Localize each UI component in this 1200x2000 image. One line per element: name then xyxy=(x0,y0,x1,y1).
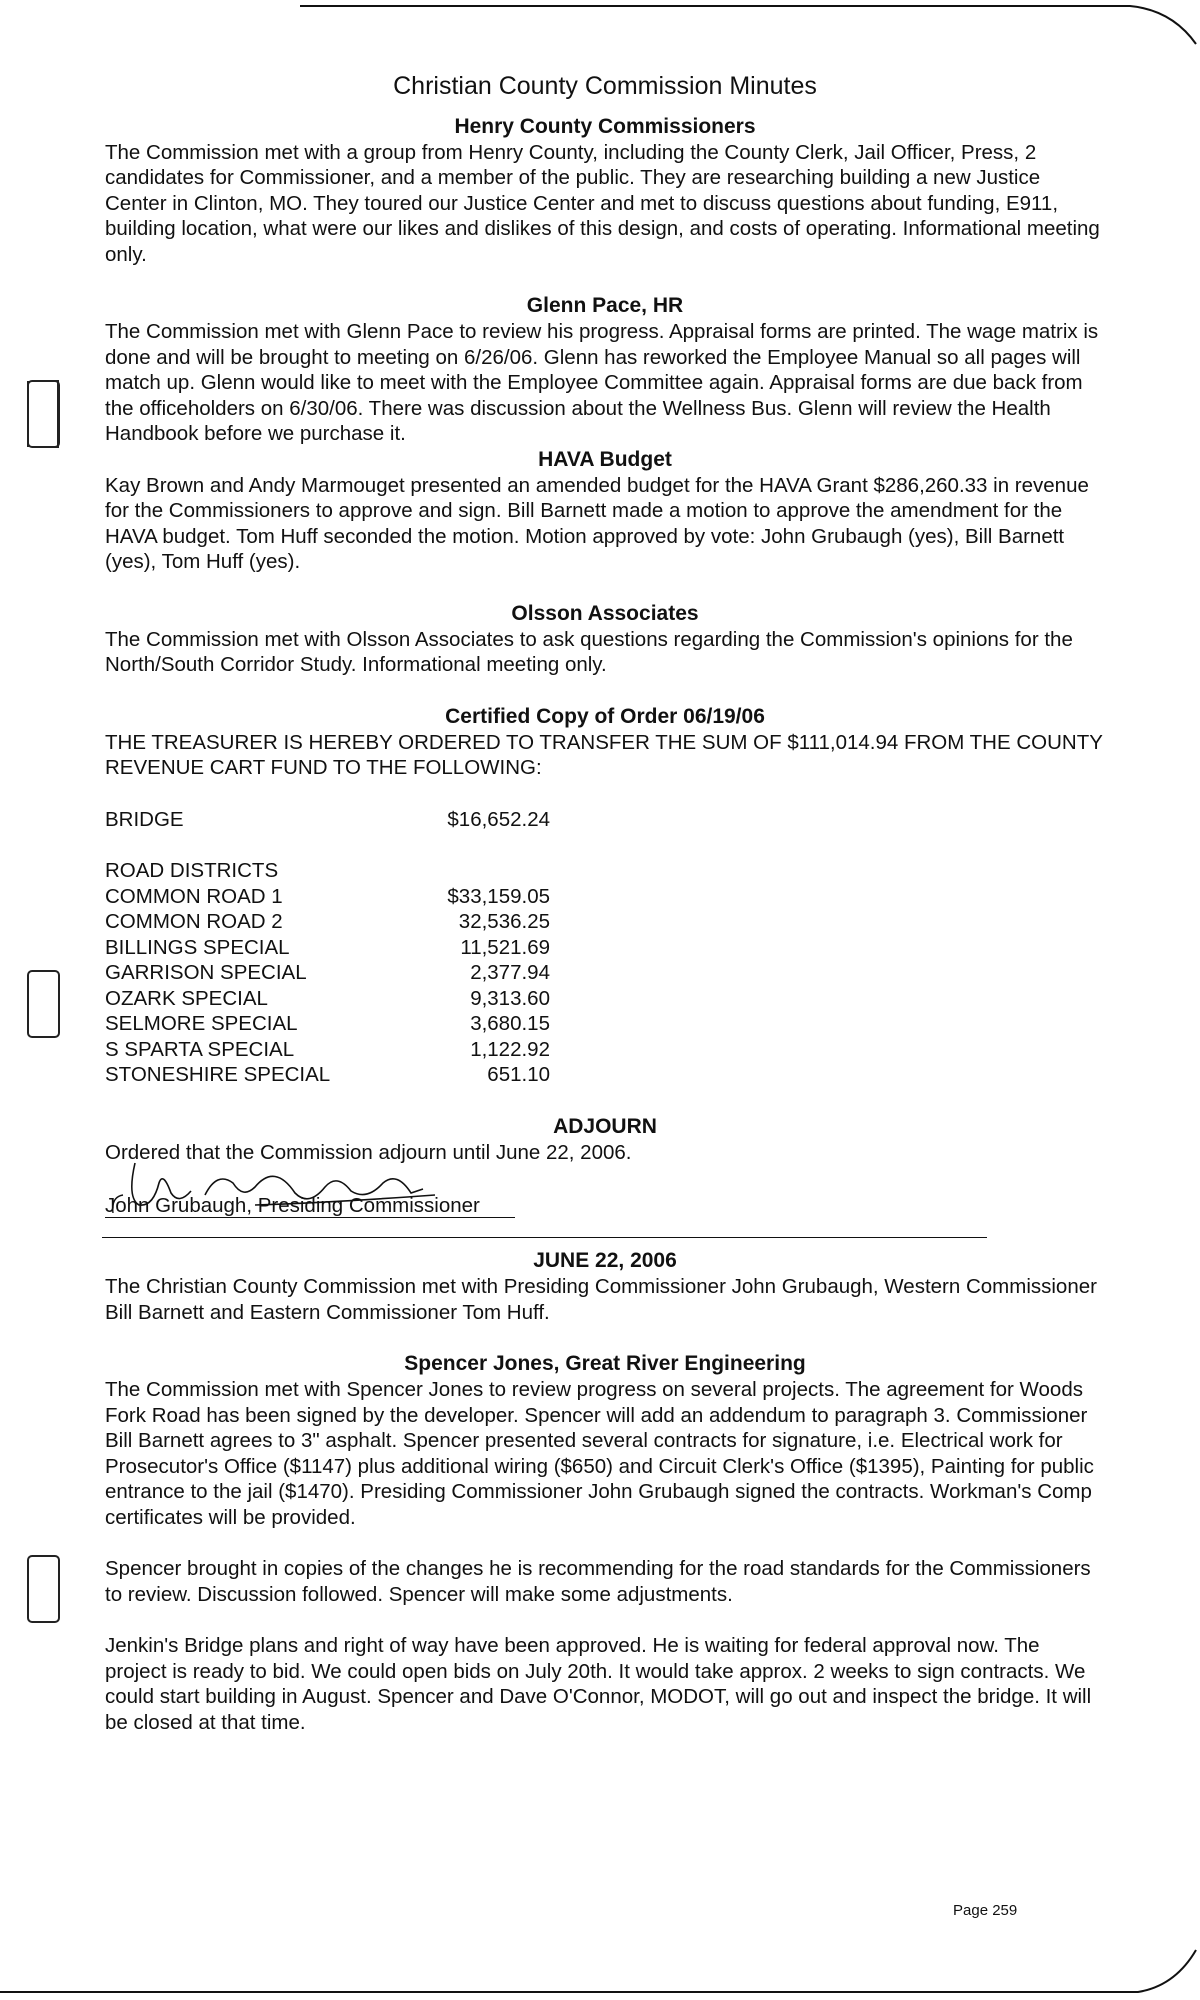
section-body: Jenkin's Bridge plans and right of way have been approved. He is waiting for federal approval now. The project is ready to bid. We could open bids on July 20th. It would take approx. 2 weeks to sign contracts. We could start building in August. Spencer and Dave O'Connor, MODOT, will go out and inspect the bridge. It will be closed at that time. xyxy=(105,1634,1092,1734)
section-body: The Commission met with Olsson Associates to ask questions regarding the Commission's opinions for the North/South Corridor Study. Informational meeting only. xyxy=(105,627,1073,676)
ledger-amount: 651.10 xyxy=(487,1063,550,1086)
road-districts-heading: ROAD DISTRICTS xyxy=(105,859,279,882)
order-text: THE TREASURER IS HEREBY ORDERED TO TRANSFER THE SUM OF $111,014.94 FROM THE COUNTY REVENUE CART FUND TO THE FOLLOWING: xyxy=(105,730,1103,779)
ledger-label: COMMON ROAD 1 xyxy=(105,884,283,908)
section-body: The Commission met with Glenn Pace to review his progress. Appraisal forms are printed. The wage matrix is done and will be brought to meeting on 6/26/06. Glenn has reworked the Employee Manual so all pages will match up. Glenn would like to meet with the Employee Committee again. Appraisal forms are due back from the officeholders on 6/30/06. There was discussion about the Wellness Bus. Glenn will review the Health Handbook before we purchase it. xyxy=(105,320,1099,445)
page-number: Page 259 xyxy=(953,1902,1018,1919)
section-divider xyxy=(102,1237,987,1238)
table-row xyxy=(105,909,550,935)
signature-block xyxy=(105,1165,1105,1227)
section-body: Spencer brought in copies of the changes he is recommending for the road standards for the Commissioners to review. Discussion followed. Spencer will make some adjustments. xyxy=(105,1557,1091,1606)
binder-hole-2-box xyxy=(28,971,59,1037)
table-row xyxy=(105,1011,550,1037)
road-districts-table xyxy=(105,884,550,1088)
ledger-amount: 32,536.25 xyxy=(458,910,550,933)
ledger-label: OZARK SPECIAL xyxy=(105,986,268,1010)
section-spencer-jones xyxy=(105,1351,1105,1735)
section-june-22 xyxy=(105,1248,1105,1325)
ledger-label: S SPARTA SPECIAL xyxy=(105,1037,295,1061)
table-row xyxy=(105,935,550,961)
section-body: Kay Brown and Andy Marmouget presented an amended budget for the HAVA Grant $286,260.33 in revenue for the Commissioners to approve and sign. Bill Barnett made a motion to approve the amendment for the HAVA budget. Tom Huff seconded the motion. Motion approved by vote: John Grubaugh (yes), Bill Barnett (yes), Tom Huff (yes). xyxy=(105,473,1089,573)
ledger-label: SELMORE SPECIAL xyxy=(105,1012,298,1035)
table-row xyxy=(105,960,550,986)
section-heading: ADJOURN xyxy=(553,1114,657,1138)
ledger-amount: $16,652.24 xyxy=(447,807,550,831)
ledger-label: COMMON ROAD 2 xyxy=(105,910,283,933)
section-body: The Commission met with Spencer Jones to review progress on several projects. The agreement for Woods Fork Road has been signed by the developer. Spencer will add an addendum to paragraph 3. Commissioner Bill Barnett agrees to 3" asphalt. Spencer presented several contracts for signature, i.e. Electrical work for Prosecutor's Office ($1147) plus additional wiring ($650) and Circuit Clerk's Office ($1395), Painting for public entrance to the jail ($1470). Presiding Commissioner John Grubaugh signed the contracts. Workman's Comp certificates will be provided. xyxy=(105,1378,1094,1529)
ledger-amount: 1,122.92 xyxy=(470,1037,550,1061)
signatory-name: John Grubaugh, Presiding Commissioner xyxy=(105,1194,480,1217)
section-heading: Henry County Commissioners xyxy=(454,114,756,138)
section-heading: Spencer Jones, Great River Engineering xyxy=(404,1352,806,1375)
top-border-curve xyxy=(300,6,1196,44)
ledger-label: GARRISON SPECIAL xyxy=(105,961,307,984)
ledger-amount: 3,680.15 xyxy=(470,1012,550,1035)
table-row xyxy=(105,986,550,1012)
section-heading: HAVA Budget xyxy=(538,447,672,471)
section-certified-order xyxy=(105,704,1105,1088)
binder-hole-1-box xyxy=(28,381,59,447)
section-hava-budget xyxy=(105,447,1105,575)
document-title: Christian County Commission Minutes xyxy=(393,72,817,100)
bottom-border-curve xyxy=(0,1950,1196,1992)
binder-hole-3-box xyxy=(28,1556,59,1622)
adjourn-text: Ordered that the Commission adjourn until June 22, 2006. xyxy=(105,1140,632,1164)
ledger-label: BRIDGE xyxy=(105,807,184,831)
section-heading: Certified Copy of Order 06/19/06 xyxy=(445,704,765,728)
section-adjourn xyxy=(105,1114,1105,1228)
section-body: The Commission met with a group from Henry County, including the County Clerk, Jail Officer, Press, 2 candidates for Commissioner, and a member of the public. They are researching building a new Justice Center in Clinton, MO. They toured our Justice Center and met to discuss questions about funding, E911, building location, what were our likes and dislikes of this design, and costs of operating. Informational meeting only. xyxy=(105,140,1100,266)
ledger-label: BILLINGS SPECIAL xyxy=(105,935,290,959)
ledger-amount: $33,159.05 xyxy=(447,884,550,908)
section-olsson-associates xyxy=(105,601,1105,678)
ledger-amount: 2,377.94 xyxy=(470,961,550,984)
bridge-table xyxy=(105,807,550,833)
ledger-amount: 9,313.60 xyxy=(470,986,550,1010)
section-henry-county xyxy=(105,114,1105,268)
table-row xyxy=(105,1062,550,1088)
ledger-amount: 11,521.69 xyxy=(460,935,550,959)
section-heading: JUNE 22, 2006 xyxy=(533,1249,677,1272)
section-heading: Glenn Pace, HR xyxy=(526,294,684,317)
ledger-label: STONESHIRE SPECIAL xyxy=(105,1063,331,1086)
minutes-document xyxy=(105,66,1105,1735)
binder-hole-1 xyxy=(28,381,58,447)
signature-line xyxy=(105,1217,515,1218)
section-body: The Christian County Commission met with Presiding Commissioner John Grubaugh, Western Commissioner Bill Barnett and Eastern Commissioner Tom Huff. xyxy=(105,1275,1097,1324)
section-glenn-pace xyxy=(105,293,1105,447)
table-row xyxy=(105,1037,550,1063)
table-row xyxy=(105,807,550,833)
table-row xyxy=(105,884,550,910)
section-heading: Olsson Associates xyxy=(511,601,699,625)
